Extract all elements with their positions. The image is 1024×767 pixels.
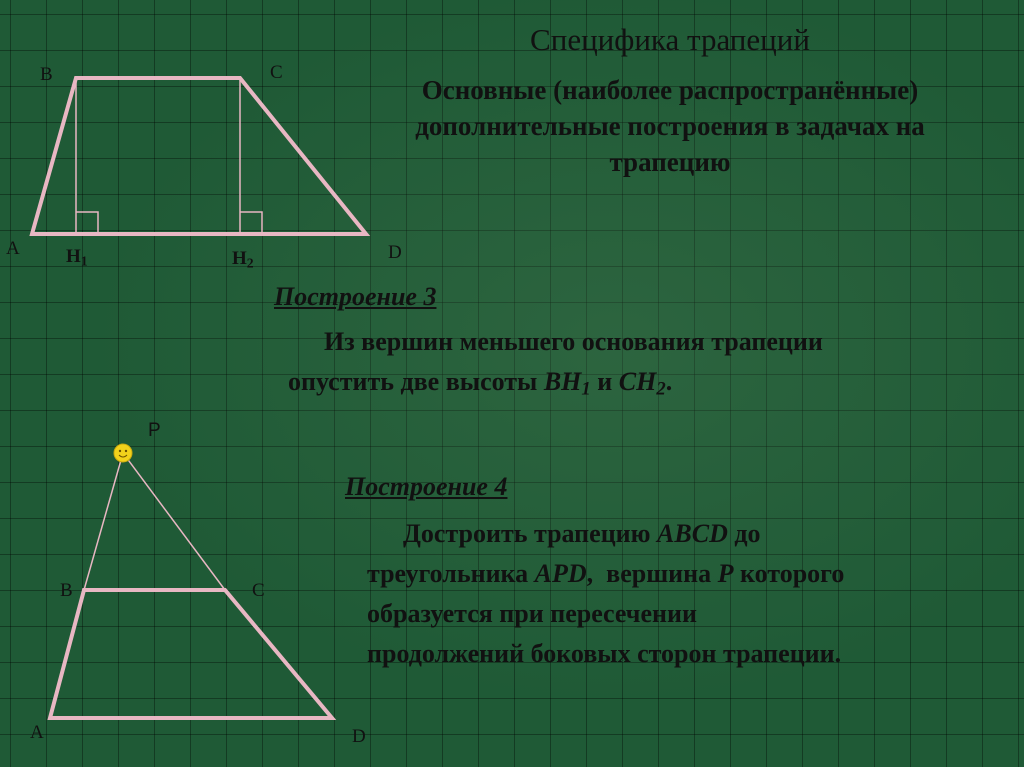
construction-4-line-1: Достроить трапецию ABCD до: [403, 519, 761, 548]
construction-4-line-3: образуется при пересечении: [367, 599, 697, 628]
construction-4-text: [367, 514, 1017, 674]
label-b-2: B: [60, 580, 73, 601]
construction-3-line-2: опустить две высоты $BH_1$ и $CH_2$.: [288, 367, 673, 400]
label-h1: $H_1$: [66, 246, 88, 269]
extension-cp: [123, 453, 225, 590]
construction-4-heading: Построение 4: [345, 472, 508, 501]
construction-4-line-4: продолжений боковых сторон трапеции.: [367, 639, 842, 668]
label-c-2: C: [252, 580, 265, 601]
label-b-1: B: [40, 64, 53, 85]
subtitle-line-3: трапецию: [609, 147, 731, 177]
subtitle-line-1: Основные (наиболее распространённые): [421, 75, 919, 105]
construction-3-line-1: Из вершин меньшего основания трапеции: [324, 327, 823, 356]
label-d-1: D: [388, 242, 402, 263]
point-p-icon: [114, 444, 132, 462]
construction-3-text: [288, 322, 1008, 410]
trapezoid-abcd-2: [50, 590, 332, 718]
extension-bp: [84, 453, 123, 590]
subtitle-line-2: дополнительные построения в задачах на: [415, 111, 925, 141]
construction-3-heading: Построение 3: [274, 282, 437, 311]
label-h2: $H_2$: [232, 248, 254, 271]
label-a-1: A: [6, 238, 20, 259]
slide-title: Специфика трапеций: [530, 22, 810, 57]
label-p: P: [148, 420, 161, 441]
label-d-2: D: [352, 726, 366, 747]
label-a-2: A: [30, 722, 44, 743]
label-c-1: C: [270, 62, 283, 83]
slide-subtitle: [330, 72, 1010, 180]
construction-4-line-2: треугольника APD, вершина P которого: [367, 559, 845, 588]
